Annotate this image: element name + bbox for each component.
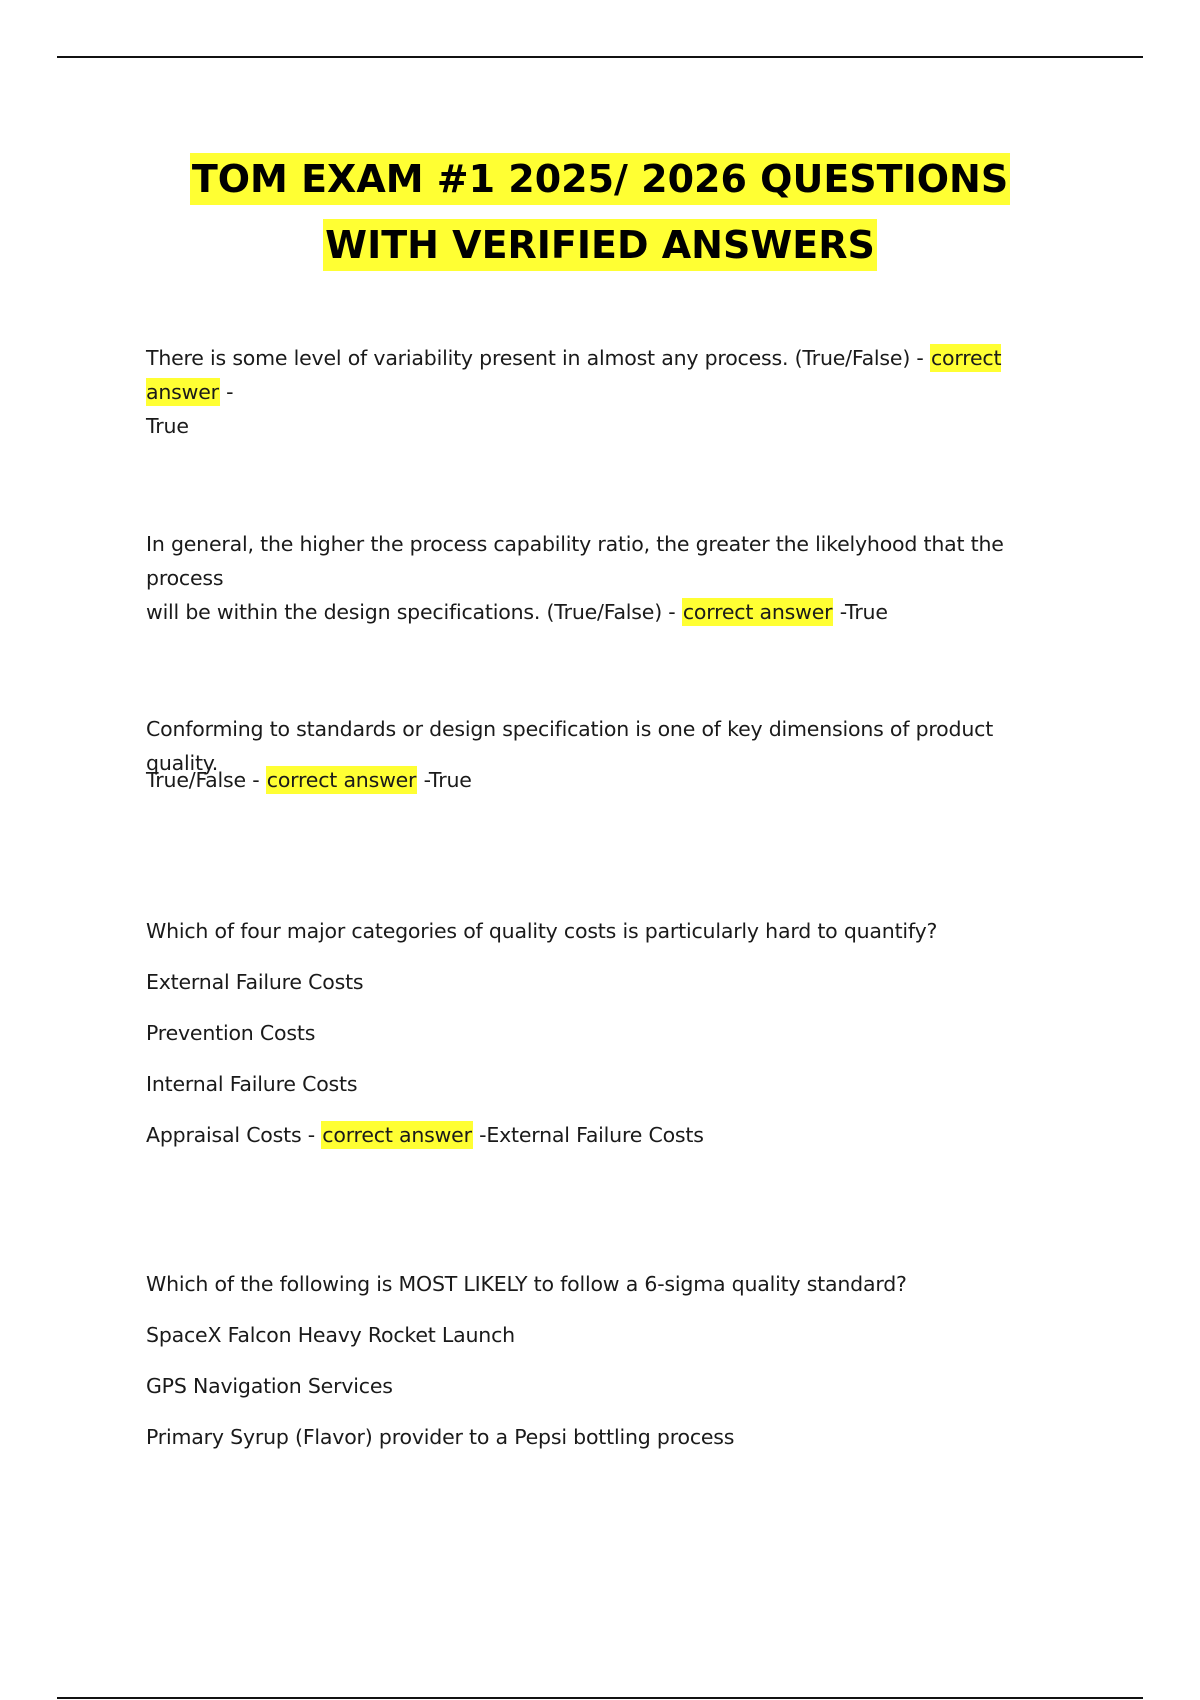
question-1 bbox=[146, 341, 1066, 443]
question-4-option-1: External Failure Costs bbox=[146, 970, 364, 994]
question-1-answer: True bbox=[146, 414, 189, 438]
question-5-option-3: Primary Syrup (Flavor) provider to a Pepsi bottling process bbox=[146, 1425, 735, 1449]
question-2-line-1: In general, the higher the process capability ratio, the greater the likelyhood that the process bbox=[146, 532, 1004, 590]
correct-answer-marker: correct answer bbox=[266, 768, 417, 792]
question-4-option-3: Internal Failure Costs bbox=[146, 1072, 358, 1096]
correct-answer-marker: correct answer bbox=[682, 600, 833, 624]
document-title bbox=[0, 146, 1200, 278]
question-1-line-1: There is some level of variability present in almost any process. (True/False) - correct answer - bbox=[146, 346, 1002, 404]
question-2-answer: -True bbox=[833, 600, 888, 624]
question-5-option-2: GPS Navigation Services bbox=[146, 1374, 393, 1398]
title-line-1: TOM EXAM #1 2025/ 2026 QUESTIONS bbox=[190, 153, 1010, 205]
question-3-line-1: Conforming to standards or design specification is one of key dimensions of product quality. bbox=[146, 717, 994, 775]
correct-answer-marker: correct answer bbox=[322, 1123, 472, 1147]
question-3 bbox=[146, 712, 1066, 797]
question-5 bbox=[146, 1267, 1066, 1454]
question-4-option-4: Appraisal Costs - correct answer -External Failure Costs bbox=[146, 1123, 704, 1147]
question-2 bbox=[146, 527, 1066, 629]
title-line-2: WITH VERIFIED ANSWERS bbox=[323, 219, 877, 271]
question-2-line-2: will be within the design specifications. (True/False) - correct answer -True bbox=[146, 600, 888, 624]
question-5-option-1: SpaceX Falcon Heavy Rocket Launch bbox=[146, 1323, 515, 1347]
question-4-text: Which of four major categories of quality costs is particularly hard to quantify? bbox=[146, 919, 938, 943]
question-4-option-2: Prevention Costs bbox=[146, 1021, 316, 1045]
question-5-text: Which of the following is MOST LIKELY to follow a 6-sigma quality standard? bbox=[146, 1272, 907, 1296]
top-rule bbox=[57, 56, 1143, 58]
bottom-rule bbox=[57, 1697, 1143, 1699]
question-3-answer: -True bbox=[417, 768, 472, 792]
question-4-answer: -External Failure Costs bbox=[472, 1123, 704, 1147]
question-4 bbox=[146, 914, 1066, 1152]
correct-answer-marker: correct answer bbox=[146, 346, 1002, 404]
question-3-line-2: True/False - correct answer -True bbox=[146, 768, 472, 792]
